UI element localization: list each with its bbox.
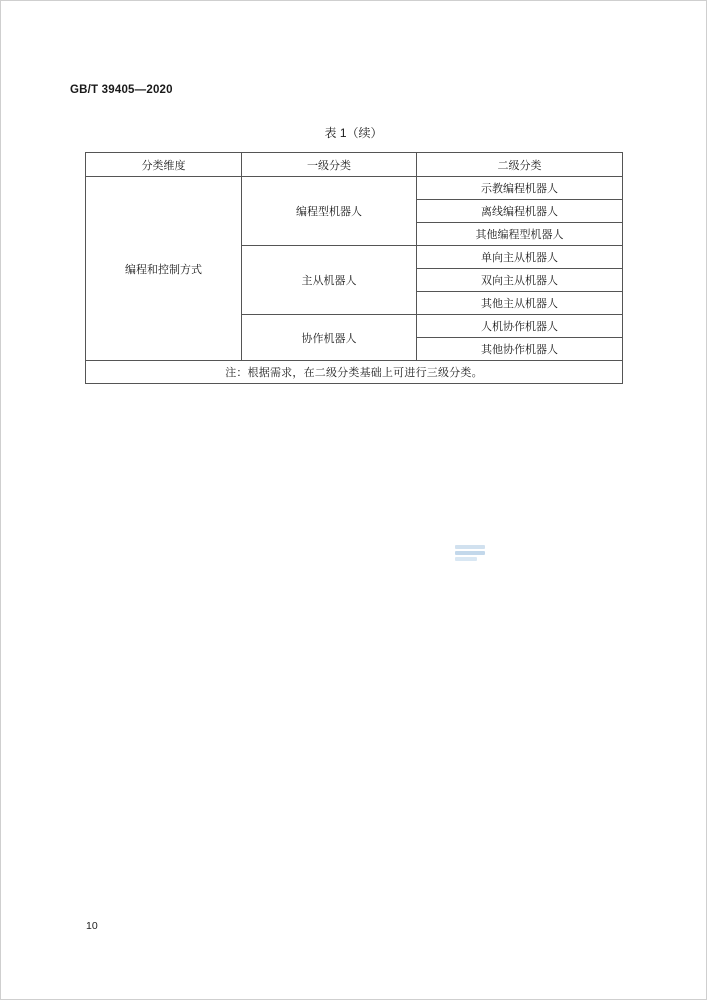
classification-table-wrapper [85,152,622,384]
cell-level1-master-slave: 主从机器人 [242,246,417,315]
cell-level1-programming: 编程型机器人 [242,177,417,246]
table-header-row [86,153,623,177]
cell-level2-other-master-slave: 其他主从机器人 [417,292,623,315]
table-caption: 表 1（续） [324,126,383,140]
cell-level2-bidirectional-master-slave: 双向主从机器人 [417,269,623,292]
watermark-icon [455,543,485,563]
cell-level2-other-collaborative: 其他协作机器人 [417,338,623,361]
column-header-level2: 二级分类 [417,153,623,177]
cell-level2-teach-programming: 示教编程机器人 [417,177,623,200]
cell-dimension: 编程和控制方式 [86,177,242,361]
cell-level2-other-programming: 其他编程型机器人 [417,223,623,246]
cell-level1-collaborative: 协作机器人 [242,315,417,361]
table-note-row [86,361,623,384]
table-note: 注：根据需求，在二级分类基础上可进行三级分类。 [86,361,623,384]
column-header-level1: 一级分类 [242,153,417,177]
table-row [86,177,623,200]
cell-level2-offline-programming: 离线编程机器人 [417,200,623,223]
page-number: 10 [86,920,98,932]
cell-level2-human-robot-collaborative: 人机协作机器人 [417,315,623,338]
cell-level2-unidirectional-master-slave: 单向主从机器人 [417,246,623,269]
standard-number: GB/T 39405—2020 [70,84,173,96]
classification-table [85,152,623,384]
column-header-dimension: 分类维度 [86,153,242,177]
